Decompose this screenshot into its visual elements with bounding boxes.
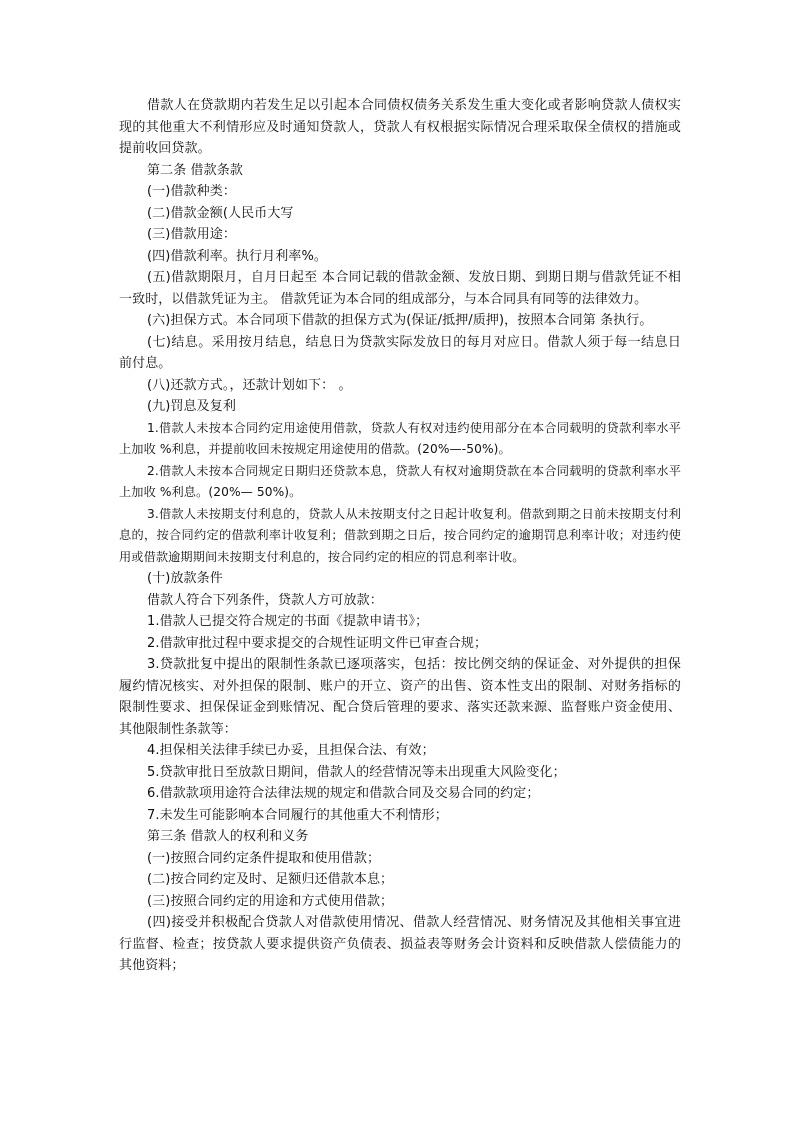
penalty-item-1: 1.借款人未按本合同约定用途使用借款，贷款人有权对违约使用部分在本合同载明的贷款利率水平上加收 %利息，并提前收回未按规定用途使用的借款。(20%—-50%)。	[119, 420, 681, 456]
condition-item-3: 3.贷款批复中提出的限制性条款已逐项落实，包括：按比例交纳的保证金、对外提供的担保履约情况核实、对外担保的限制、账户的开立、资产的出售、资本性支出的限制、对财务指标的限制性要求、担保保证金到账情况、配合贷后管理的要求、落实还款来源、监督账户资金使用、其他限制性条款等：	[119, 657, 681, 737]
clause-guarantee-method: (六)担保方式。本合同项下借款的担保方式为(保证/抵押/质押)，按照本合同第 条执行。	[147, 313, 653, 328]
clause-loan-type: (一)借款种类：	[147, 184, 236, 199]
paragraph-notification-obligation: 借款人在贷款期内若发生足以引起本合同债权债务关系发生重大变化或者影响贷款人债权实现的其他重大不利情形应及时通知贷款人，贷款人有权根据实际情况合理采取保全债权的措施或提前收回贷款。	[119, 98, 681, 156]
clause-loan-amount: (二)借款金额(人民币大写	[147, 205, 294, 221]
clause-loan-term: (五)借款期限月，自月日起至 本合同记载的借款金额、发放日期、到期日期与借款凭证不相一致时，以借款凭证为主。 借款凭证为本合同的组成部分，与本合同具有同等的法律效力。	[119, 270, 681, 307]
right-item-4: (四)接受并积极配合贷款人对借款使用情况、借款人经营情况、财务情况及其他相关事宜进行监督、检查；按贷款人要求提供资产负债表、损益表等财务会计资料和反映借款人偿债能力的其他资料；	[119, 915, 681, 973]
clause-repayment-method: (八)还款方式。，还款计划如下： 。	[147, 377, 352, 393]
disbursement-intro: 借款人符合下列条件，贷款人方可放款：	[147, 592, 383, 608]
penalty-item-3: 3.借款人未按期支付利息的，贷款人从未按期支付之日起计收复利。借款到期之日前未按期支付利息的，按合同约定的借款利率计收复利；借款到期之日后，按合同约定的逾期罚息利率计收；对违约使用或借款逾期期间未按期支付利息的，按合同约定的相应的罚息利率计收。	[119, 506, 681, 564]
right-item-2: (二)按合同约定及时、足额归还借款本息；	[147, 872, 394, 887]
right-item-1: (一)按照合同约定条件提取和使用借款；	[147, 850, 381, 866]
condition-item-5: 5.贷款审批日至放款日期间，借款人的经营情况等未出现重大风险变化；	[147, 764, 566, 780]
right-item-3: (三)按照合同约定的用途和方式使用借款；	[147, 893, 394, 909]
clause-disbursement-conditions: (十)放款条件	[147, 571, 223, 586]
section-heading-article-2: 第二条 借款条款	[147, 162, 243, 178]
condition-item-7: 7.未发生可能影响本合同履行的其他重大不利情形；	[147, 807, 448, 823]
condition-item-1: 1.借款人已提交符合规定的书面《提款申请书》；	[147, 614, 429, 629]
condition-item-4: 4.担保相关法律手续已办妥，且担保合法、有效；	[147, 743, 435, 758]
clause-interest-rate: (四)借款利率。执行月利率%。	[147, 248, 327, 264]
section-heading-article-3: 第三条 借款人的权利和义务	[147, 829, 309, 844]
condition-item-2: 2.借款审批过程中要求提交的合规性证明文件已审查合规；	[147, 635, 488, 651]
clause-loan-purpose: (三)借款用途：	[147, 227, 236, 242]
document-body	[119, 95, 681, 977]
clause-penalty-interest: (九)罚息及复利	[147, 399, 236, 414]
clause-interest-settlement: (七)结息。采用按月结息，结息日为贷款实际发放日的每月对应日。借款人须于每一结息日前付息。	[119, 334, 681, 371]
penalty-item-2: 2.借款人未按本合同规定日期归还贷款本息，贷款人有权对逾期贷款在本合同载明的贷款利率水平上加收 %利息。(20%— 50%)。	[119, 463, 681, 499]
condition-item-6: 6.借款款项用途符合法律法规的规定和借款合同及交易合同的约定；	[147, 786, 540, 801]
